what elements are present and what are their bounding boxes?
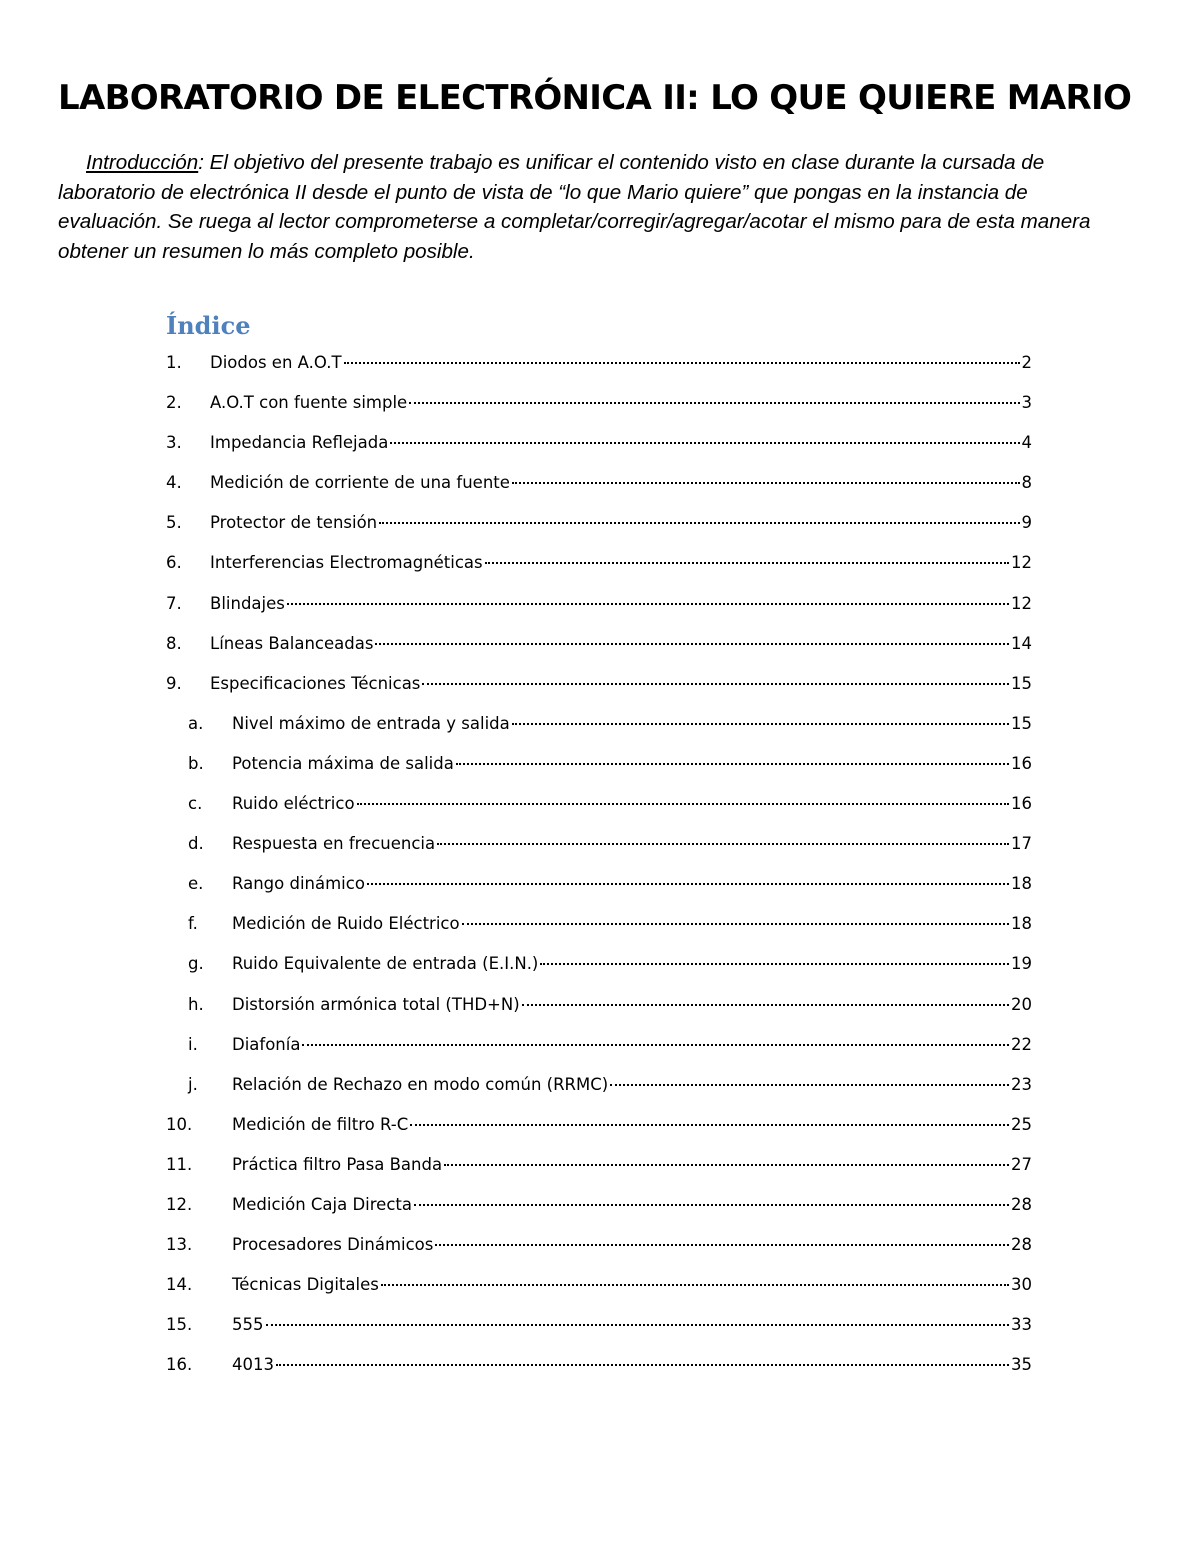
toc-letter: h. [188, 994, 204, 1014]
toc-page-number: 33 [1011, 1315, 1032, 1335]
toc-number: 8. [166, 633, 182, 653]
toc-leader [287, 591, 1009, 605]
toc-leader [435, 1232, 1009, 1246]
toc-page-number: 4 [1021, 433, 1032, 453]
intro-paragraph [58, 148, 1098, 266]
toc-page-number: 12 [1011, 553, 1032, 573]
toc-page-number: 18 [1011, 914, 1032, 934]
toc-letter: j. [188, 1074, 198, 1094]
toc-number: 3. [166, 433, 182, 453]
document-title: LABORATORIO DE ELECTRÓNICA II: LO QUE QUIERE MARIO [58, 78, 1132, 118]
toc-page-number: 19 [1011, 954, 1032, 974]
toc-leader [266, 1312, 1010, 1326]
toc-page-number: 14 [1011, 633, 1032, 653]
toc-page-number: 15 [1011, 713, 1032, 733]
toc-subentry[interactable] [166, 704, 1032, 744]
toc-page-number: 2 [1021, 353, 1032, 372]
toc-leader [422, 671, 1009, 685]
toc-entry[interactable] [166, 383, 1032, 423]
toc-heading: Índice [166, 311, 251, 340]
toc-title: Relación de Rechazo en modo común (RRMC) [232, 1074, 609, 1094]
table-of-contents [166, 343, 1032, 1385]
toc-title: Técnicas Digitales [232, 1275, 379, 1295]
toc-leader [357, 791, 1009, 805]
intro-lead: Introducción [86, 151, 199, 174]
toc-page-number: 15 [1011, 673, 1032, 693]
toc-number: 7. [166, 593, 182, 613]
toc-leader [512, 711, 1009, 725]
toc-title: Ruido Equivalente de entrada (E.I.N.) [232, 954, 539, 974]
toc-entry[interactable] [166, 343, 1032, 383]
toc-title: Diafonía [232, 1034, 301, 1054]
toc-title: Medición Caja Directa [232, 1194, 412, 1214]
toc-page-number: 28 [1011, 1194, 1032, 1214]
toc-entry[interactable] [166, 423, 1032, 463]
toc-leader [414, 1192, 1009, 1206]
toc-leader [462, 911, 1009, 925]
intro-body: : El objetivo del presente trabajo es unificar el contenido visto en clase durante la cursada de laboratorio de electrónica II desde el punto de vista de “lo que Mario quiere” que pongas en la instancia de evaluación. Se ruega al lector comprometerse a completar/corregir/agregar/acotar el mismo para de esta manera obtener un resumen lo más completo posible. [58, 151, 1091, 263]
toc-title: 555 [232, 1315, 264, 1335]
toc-subentry[interactable] [166, 1065, 1032, 1105]
toc-entry[interactable] [166, 1105, 1032, 1145]
toc-entry[interactable] [166, 1345, 1032, 1385]
toc-subentry[interactable] [166, 1025, 1032, 1065]
toc-title: Ruido eléctrico [232, 794, 355, 814]
toc-leader [444, 1152, 1009, 1166]
toc-title: Impedancia Reflejada [210, 433, 389, 453]
toc-leader [276, 1352, 1009, 1366]
toc-leader [437, 831, 1009, 845]
toc-title: Procesadores Dinámicos [232, 1235, 434, 1255]
toc-page-number: 16 [1011, 753, 1032, 773]
toc-number: 11. [166, 1154, 193, 1174]
toc-page-number: 22 [1011, 1034, 1032, 1054]
toc-title: Líneas Balanceadas [210, 633, 374, 653]
toc-title: Respuesta en frecuencia [232, 834, 436, 854]
toc-entry[interactable] [166, 664, 1032, 704]
toc-page-number: 25 [1011, 1114, 1032, 1134]
toc-number: 16. [166, 1355, 193, 1375]
toc-title: Rango dinámico [232, 874, 365, 894]
toc-number: 4. [166, 473, 182, 493]
toc-entry[interactable] [166, 543, 1032, 583]
toc-entry[interactable] [166, 1305, 1032, 1345]
toc-entry[interactable] [166, 624, 1032, 664]
toc-number: 14. [166, 1275, 193, 1295]
toc-page-number: 3 [1021, 393, 1032, 413]
toc-letter: c. [188, 794, 203, 814]
toc-entry[interactable] [166, 463, 1032, 503]
toc-page-number: 28 [1011, 1235, 1032, 1255]
toc-subentry[interactable] [166, 944, 1032, 984]
toc-page-number: 27 [1011, 1154, 1032, 1174]
toc-page-number: 35 [1011, 1355, 1032, 1375]
toc-number: 15. [166, 1315, 193, 1335]
toc-leader [485, 550, 1009, 564]
toc-leader [512, 470, 1020, 484]
toc-subentry[interactable] [166, 985, 1032, 1025]
toc-letter: i. [188, 1034, 198, 1054]
toc-title: Interferencias Electromagnéticas [210, 553, 483, 573]
toc-subentry[interactable] [166, 824, 1032, 864]
toc-title: Protector de tensión [210, 513, 378, 533]
toc-number: 9. [166, 673, 182, 693]
toc-title: Especificaciones Técnicas [210, 673, 421, 693]
toc-leader [375, 631, 1009, 645]
toc-page-number: 30 [1011, 1275, 1032, 1295]
toc-number: 12. [166, 1194, 193, 1214]
toc-page-number: 17 [1011, 834, 1032, 854]
toc-title: Distorsión armónica total (THD+N) [232, 994, 520, 1014]
toc-leader [302, 1032, 1009, 1046]
toc-page-number: 9 [1021, 513, 1032, 533]
toc-letter: g. [188, 954, 204, 974]
toc-title: A.O.T con fuente simple [210, 393, 408, 413]
toc-entry[interactable] [166, 1185, 1032, 1225]
toc-leader [540, 951, 1009, 965]
toc-letter: a. [188, 713, 204, 733]
toc-leader [367, 871, 1009, 885]
toc-leader [379, 510, 1019, 524]
toc-number: 10. [166, 1114, 193, 1134]
toc-title: Potencia máxima de salida [232, 753, 454, 773]
toc-leader [456, 751, 1009, 765]
toc-title: Nivel máximo de entrada y salida [232, 713, 510, 733]
toc-number: 1. [166, 353, 182, 372]
toc-leader [409, 390, 1019, 404]
toc-number: 5. [166, 513, 182, 533]
toc-title: Medición de Ruido Eléctrico [232, 914, 460, 934]
toc-letter: e. [188, 874, 204, 894]
toc-leader [344, 350, 1020, 364]
toc-leader [410, 1112, 1009, 1126]
toc-subentry[interactable] [166, 864, 1032, 904]
toc-leader [610, 1072, 1009, 1086]
toc-page-number: 8 [1021, 473, 1032, 493]
toc-page-number: 16 [1011, 794, 1032, 814]
toc-page-number: 20 [1011, 994, 1032, 1014]
toc-title: Medición de corriente de una fuente [210, 473, 510, 493]
toc-title: 4013 [232, 1355, 274, 1375]
toc-page-number: 23 [1011, 1074, 1032, 1094]
toc-leader [522, 992, 1009, 1006]
toc-subentry[interactable] [166, 904, 1032, 944]
toc-title: Blindajes [210, 593, 285, 613]
toc-number: 13. [166, 1235, 193, 1255]
toc-subentry[interactable] [166, 744, 1032, 784]
toc-letter: b. [188, 753, 204, 773]
toc-entry[interactable] [166, 584, 1032, 624]
toc-leader [381, 1272, 1009, 1286]
toc-title: Práctica filtro Pasa Banda [232, 1154, 443, 1174]
toc-title: Medición de filtro R-C [232, 1114, 409, 1134]
toc-subentry[interactable] [166, 784, 1032, 824]
toc-page-number: 12 [1011, 593, 1032, 613]
toc-entry[interactable] [166, 1145, 1032, 1185]
toc-page-number: 18 [1011, 874, 1032, 894]
toc-entry[interactable] [166, 1225, 1032, 1265]
toc-leader [390, 430, 1019, 444]
toc-entry[interactable] [166, 1265, 1032, 1305]
toc-letter: f. [188, 914, 198, 934]
toc-number: 6. [166, 553, 182, 573]
toc-number: 2. [166, 393, 182, 413]
toc-entry[interactable] [166, 503, 1032, 543]
toc-letter: d. [188, 834, 204, 854]
toc-title: Diodos en A.O.T [210, 353, 342, 372]
